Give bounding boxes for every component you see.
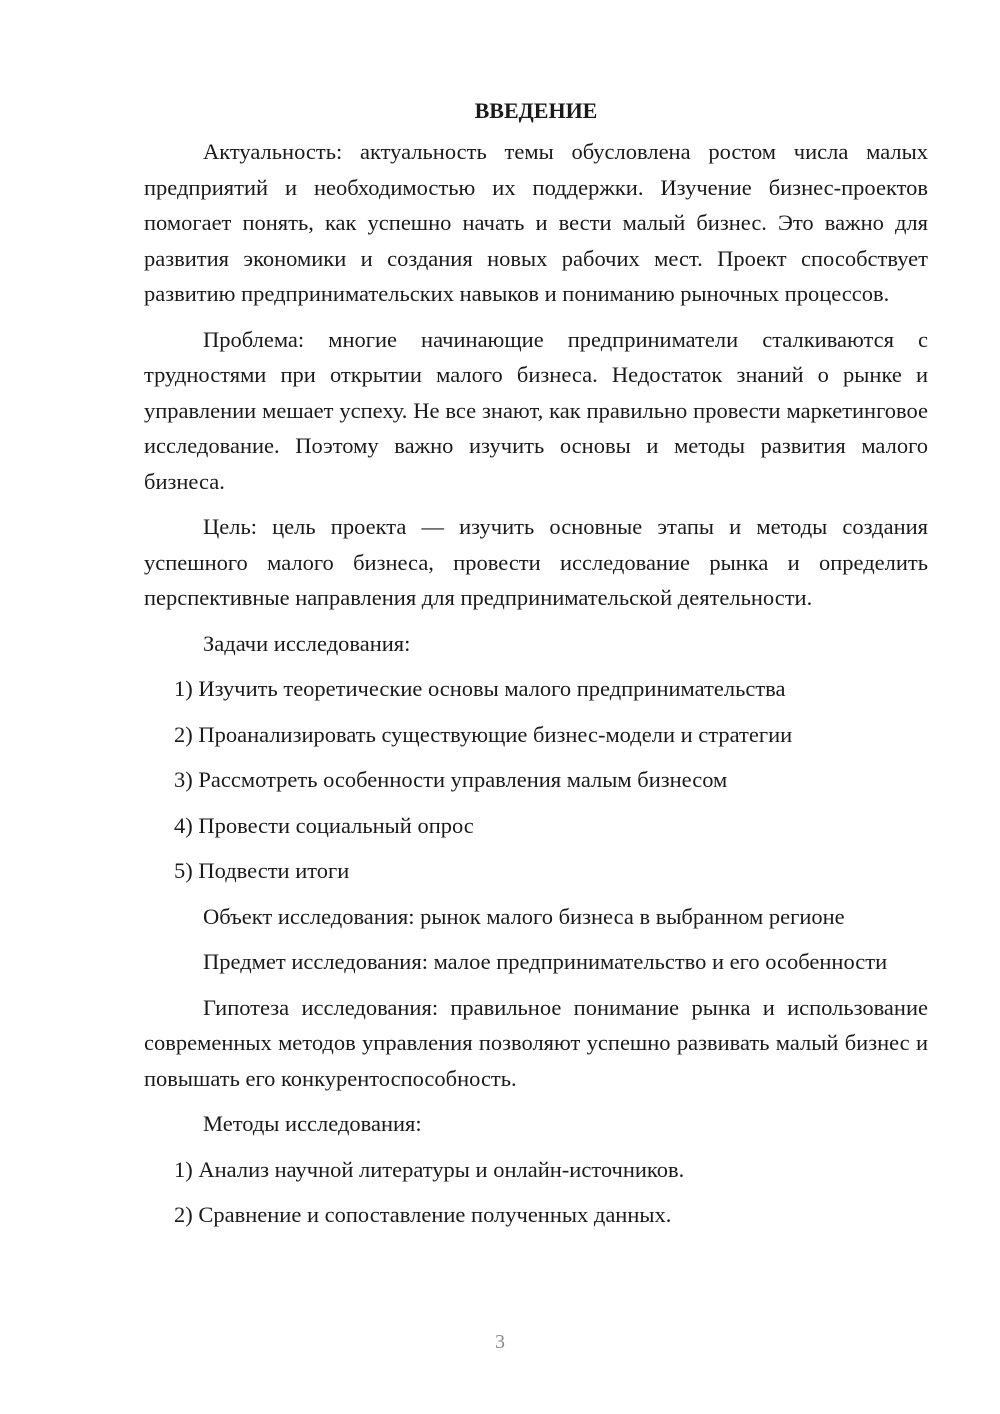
method-item: 1) Анализ научной литературы и онлайн-источников.	[174, 1156, 685, 1182]
task-item: 4) Провести социальный опрос	[174, 812, 474, 838]
task-item: 5) Подвести итоги	[174, 858, 350, 883]
subject-paragraph: Предмет исследования: малое предпринимательство и его особенности	[203, 949, 888, 974]
relevance-paragraph: Актуальность: актуальность темы обусловлена ростом числа малых предприятий и необходимостью их поддержки. Изучение бизнес-проектов помогает понять, как успешно начать и вести малый бизнес. Это важно для развития экономики и создания новых рабочих мест. Проект способствует развитию предпринимательских навыков и пониманию рыночных процессов.	[144, 139, 928, 306]
problem-paragraph: Проблема: многие начинающие предприниматели сталкиваются с трудностями при открытии малого бизнеса. Недостаток знаний о рынке и управлении мешает успеху. Не все знают, как правильно провести маркетинговое исследование. Поэтому важно изучить основы и методы развития малого бизнеса.	[144, 326, 928, 494]
methods-heading: Методы исследования:	[203, 1111, 422, 1136]
hypothesis-paragraph: Гипотеза исследования: правильное понимание рынка и использование современных методов управления позволяют успешно развивать малый бизнес и повышать его конкурентоспособность.	[144, 994, 928, 1091]
tasks-heading: Задачи исследования:	[203, 630, 411, 656]
object-paragraph: Объект исследования: рынок малого бизнеса в выбранном регионе	[203, 903, 845, 929]
page-title: ВВЕДЕНИЕ	[474, 98, 598, 123]
page-number: 3	[495, 1331, 505, 1353]
goal-paragraph: Цель: цель проекта — изучить основные этапы и методы создания успешного малого бизнеса, провести исследование рынка и определить перспективные направления для предпринимательской деятельности.	[144, 514, 928, 610]
method-item: 2) Сравнение и сопоставление полученных данных.	[174, 1202, 672, 1227]
task-item: 1) Изучить теоретические основы малого предпринимательства	[174, 676, 786, 701]
task-item: 2) Проанализировать существующие бизнес-модели и стратегии	[174, 721, 793, 747]
task-item: 3) Рассмотреть особенности управления малым бизнесом	[174, 767, 728, 792]
document-page	[144, 96, 928, 1233]
